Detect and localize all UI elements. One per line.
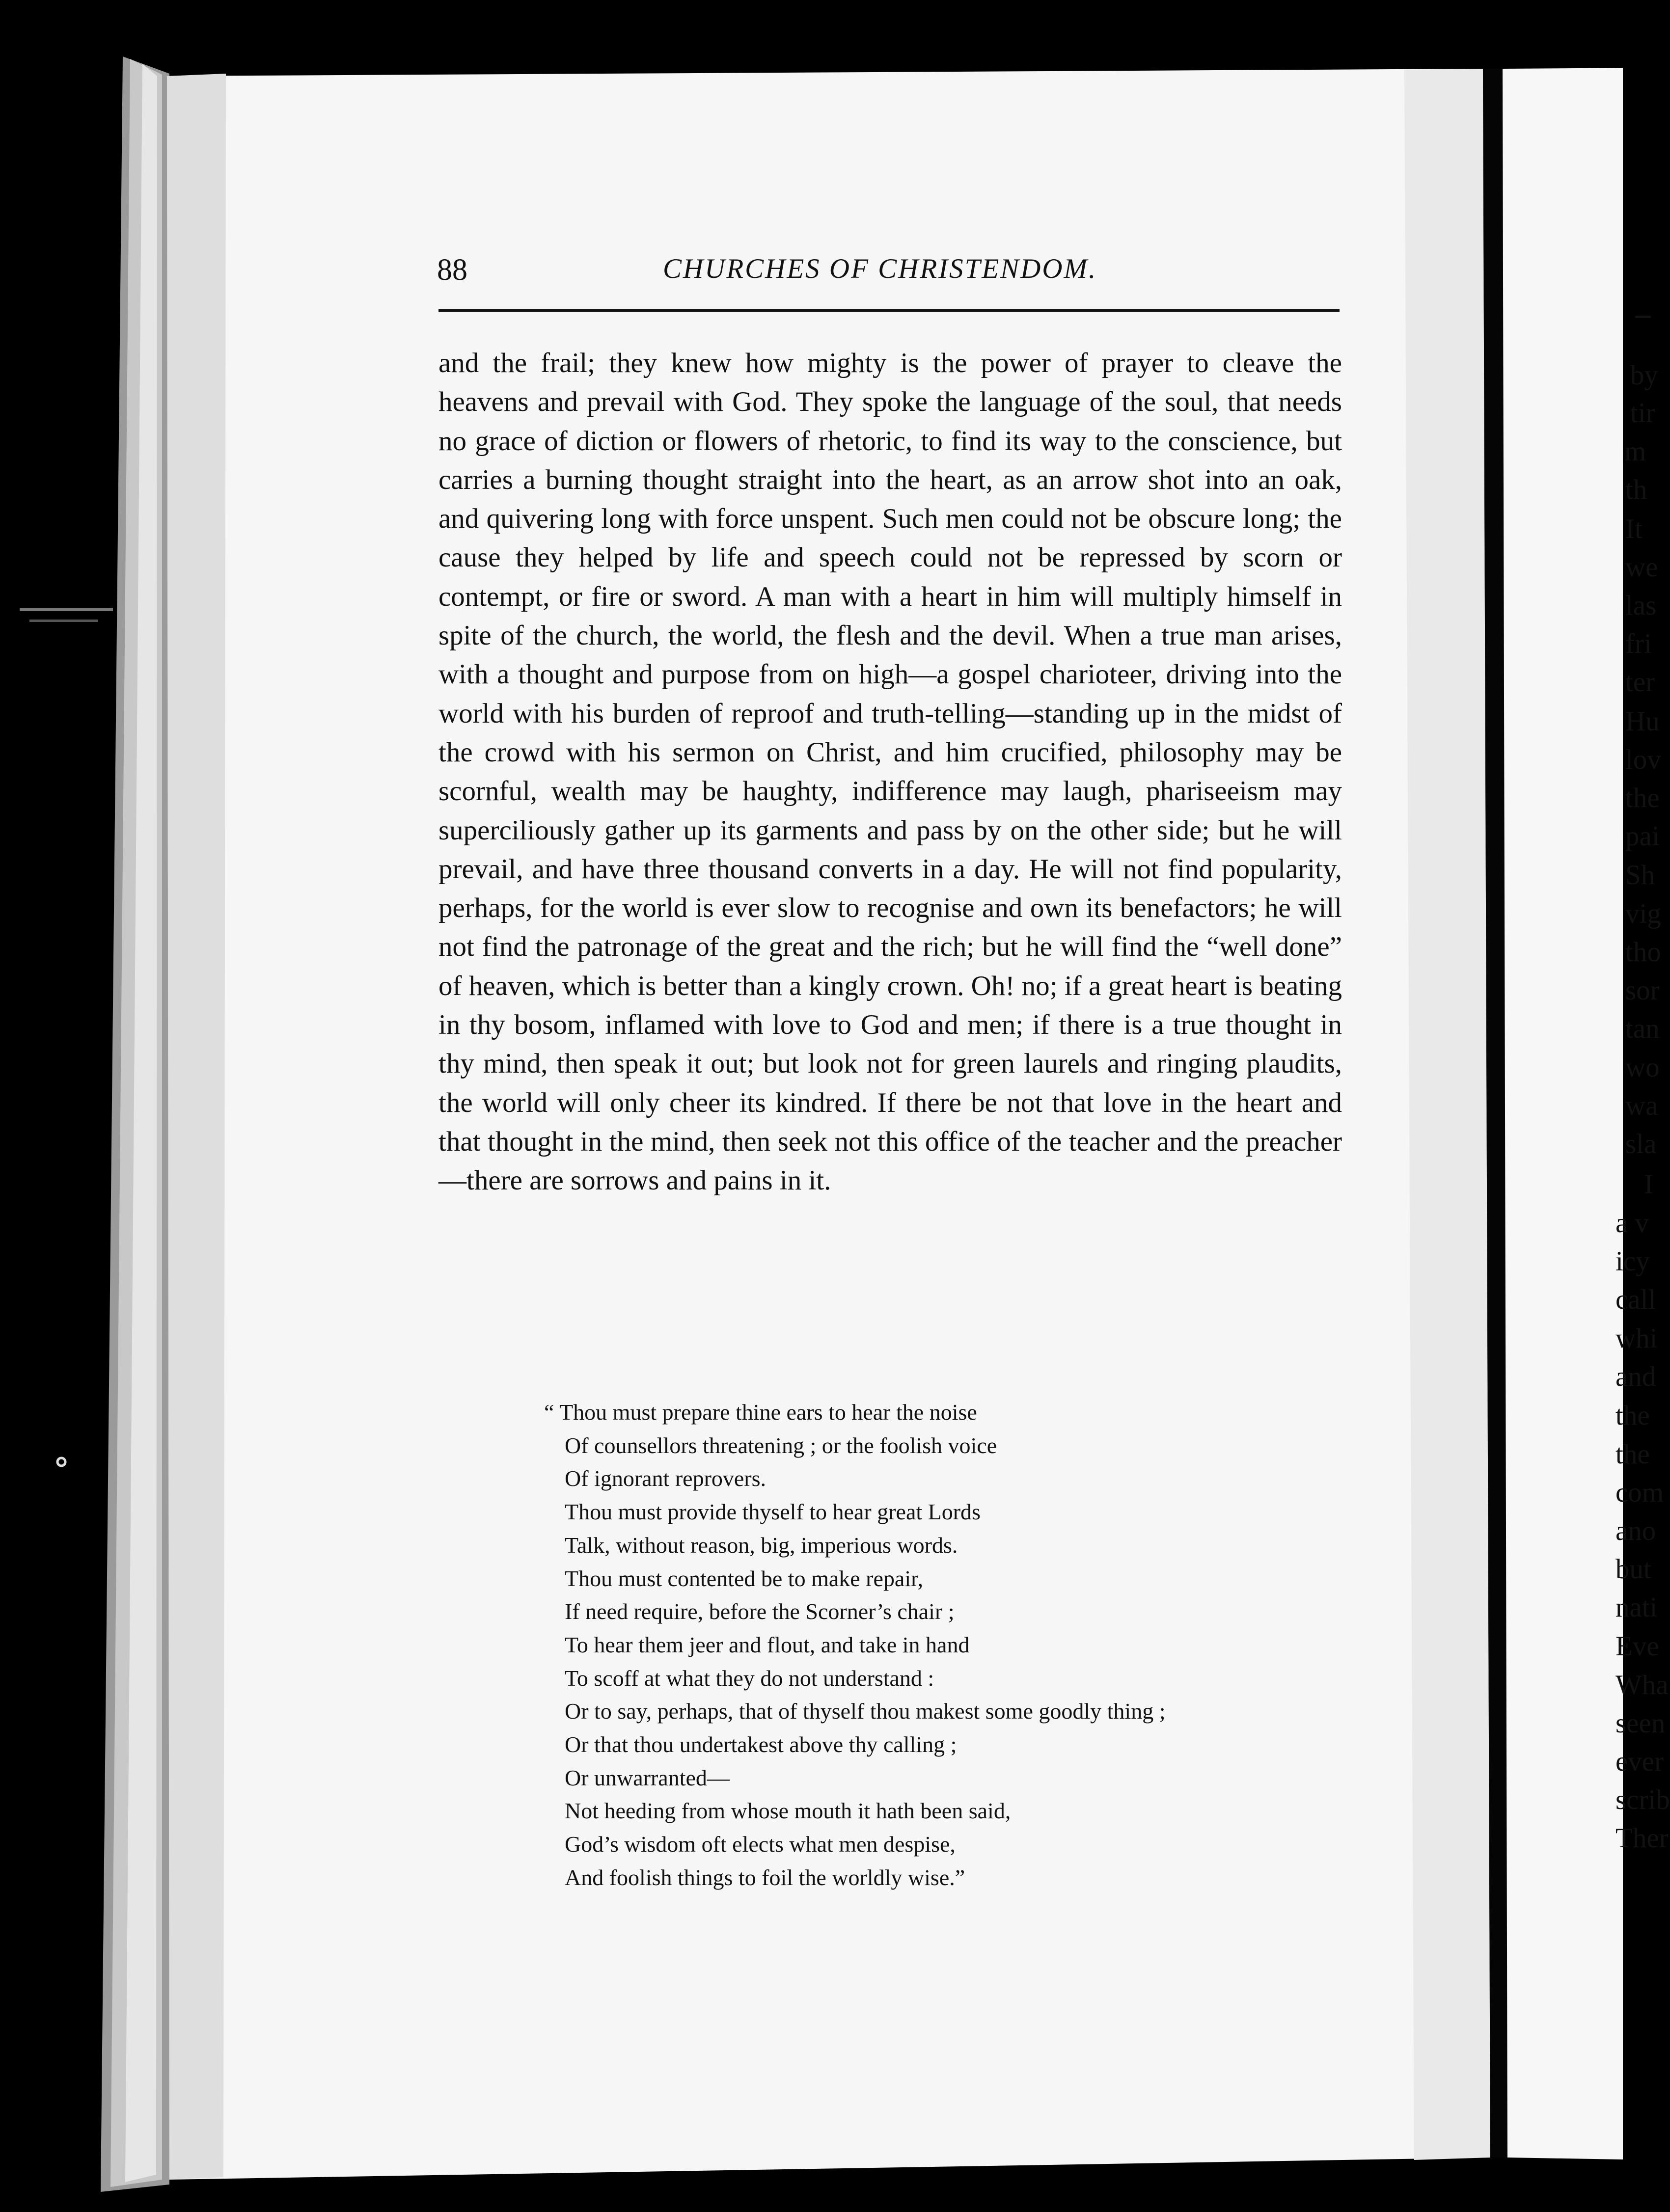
poem-line: Or unwarranted— [565,1765,730,1790]
page-number: 88 [437,253,467,287]
facing-page-fragment: the [1625,782,1660,813]
facing-page-fragment: Hu [1625,706,1660,737]
facing-page-fragment: th [1625,474,1647,505]
facing-page-fragment: sor [1625,975,1660,1006]
facing-page-fragment: vig [1625,898,1661,929]
poem-line: Or that thou undertakest above thy calling ; [565,1732,957,1757]
facing-page-fragment: ter [1625,667,1655,698]
facing-page-fragment: Ther [1615,1823,1669,1854]
facing-page-fragment: tir [1630,398,1655,429]
facing-page-fragment: tan [1625,1013,1660,1044]
facing-page-fragment: a v [1615,1208,1649,1239]
poem-line: God’s wisdom oft elects what men despise, [565,1832,956,1857]
poem-line: To hear them jeer and flout, and take in hand [565,1632,970,1657]
facing-page-fragment: and [1615,1361,1656,1392]
facing-page-fragment: call [1615,1284,1656,1315]
running-header [437,253,1341,292]
facing-page-fragment: by [1630,360,1658,391]
facing-page-fragment: scrib [1615,1784,1670,1815]
facing-page-fragment: m [1624,436,1646,467]
facing-page-fragment: fri [1625,628,1652,659]
facing-page-fragment: Sh [1625,860,1655,890]
facing-page-fragment: tho [1625,937,1661,968]
poem-line: Of counsellors threatening ; or the foolish voice [565,1432,997,1458]
poem-line: And foolish things to foil the worldly wise.” [565,1864,965,1890]
facing-page-fragment: whi [1615,1323,1658,1354]
facing-page-fragment: ever [1615,1746,1664,1777]
poem-line: If need require, before the Scorner’s chair ; [565,1599,955,1624]
facing-page-fragment: wa [1625,1090,1658,1121]
facing-page-fragment: pai [1625,821,1660,852]
poem-line: Thou must contented be to make repair, [565,1565,924,1591]
poem-line: “ Thou must prepare thine ears to hear the noise [544,1400,977,1425]
facing-page-fragment: com [1615,1477,1664,1508]
facing-page-fragment: icy [1615,1246,1650,1277]
poem-line: Or to say, perhaps, that of thyself thou makest some goodly thing ; [565,1699,1166,1724]
poem-line: Talk, without reason, big, imperious words. [565,1532,958,1558]
poem-line: Thou must provide thyself to hear great Lords [565,1499,981,1525]
poem-quotation [544,1396,1330,1894]
body-paragraph: and the frail; they knew how mighty is the power of prayer to cleave the heavens and prevail with God. They spoke the language of the soul, that needs no grace of diction or flowers of rhetoric, to find its way to the conscience, but carries a burning thought straight into the heart, as an arrow shot into an oak, and quivering long with force unspent. Such men could not be obscure long; the cause they helped by life and speech could not be repressed by scorn or contempt, or fire or sword. A man with a heart in him will multiply himself in spite of the church, the world, the flesh and the devil. When a true man arises, with a thought and purpose from on high—a gospel charioteer, driving into the world with his burden of reproof and truth-telling—standing up in the midst of the crowd with his sermon on Christ, and him crucified, philosophy may be scornful, wealth may be haughty, indifference may laugh, phariseeism may superciliously gather up its garments and pass by on the other side; but he will prevail, and have three thousand converts in a day. He will not find popularity, perhaps, for the world is ever slow to recognise and own its benefactors; he will not find the patronage of the great and the rich; but he will find the “well done” of heaven, which is better than a kingly crown. Oh! no; if a great heart is beating in thy bosom, inflamed with love to God and men; if there is a true thought in thy mind, then speak it out; but look not for green laurels and ringing plaudits, the world will only cheer its kindred. If there be not that love in the heart and that thought in the mind, then seek not this office of the teacher and the preacher—there are sorrows and pains in it. [438,348,1342,1196]
facing-page-fragment: sla [1625,1129,1657,1160]
poem-line: Of ignorant reprovers. [565,1466,767,1491]
facing-page-fragment: I [1644,1169,1653,1200]
facing-page-fragment: nati [1615,1592,1658,1623]
running-title: CHURCHES OF CHRISTENDOM. [663,253,1097,284]
facing-page-fragment: Wha [1615,1670,1669,1700]
facing-page-fragment: the [1615,1400,1650,1431]
facing-page-fragment: It [1625,513,1643,544]
facing-page-fragment: but [1615,1554,1651,1585]
facing-page-fragment: the [1615,1439,1650,1470]
facing-page-fragment: las [1625,590,1657,621]
poem-line: Not heeding from whose mouth it hath been said, [565,1798,1011,1824]
facing-page-fragment: wo [1625,1052,1660,1083]
poem-line: To scoff at what they do not understand : [565,1665,934,1691]
facing-page-fragment: we [1625,552,1658,583]
facing-page-fragment: lov [1625,744,1661,775]
head-rule [438,309,1340,312]
facing-page-fragment: Eve [1615,1631,1659,1662]
facing-page-fragment: ano [1615,1515,1656,1546]
facing-page-fragment: seen [1615,1708,1666,1739]
